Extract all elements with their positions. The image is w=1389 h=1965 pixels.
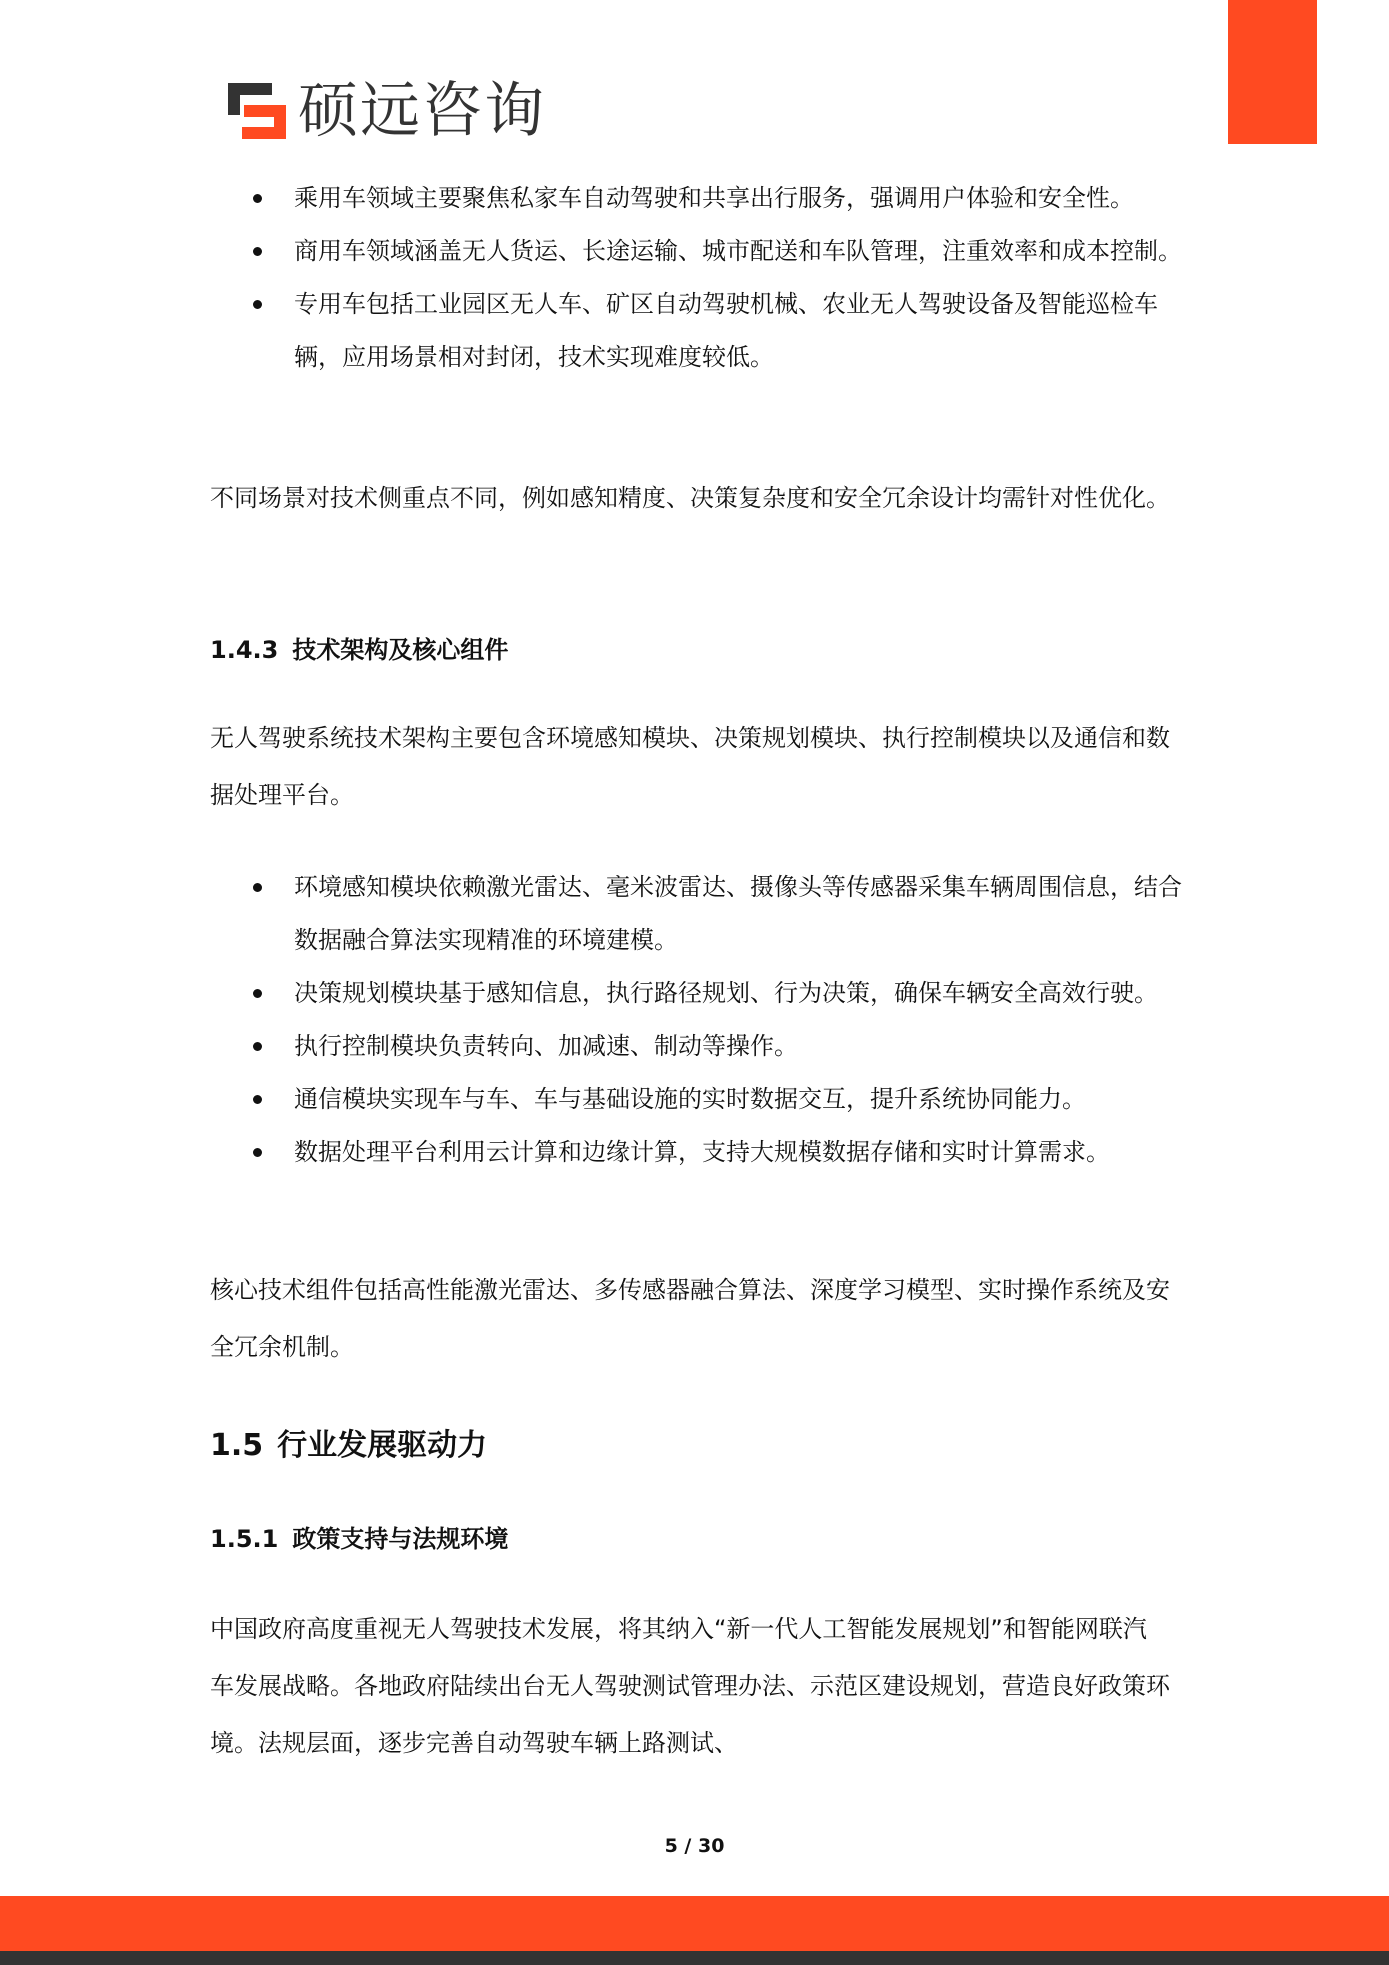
list-item: 通信模块实现车与车、车与基础设施的实时数据交互，提升系统协同能力。: [210, 1073, 1190, 1126]
list-item: 执行控制模块负责转向、加减速、制动等操作。: [210, 1020, 1190, 1073]
list-item: 乘用车领域主要聚焦私家车自动驾驶和共享出行服务，强调用户体验和安全性。: [210, 172, 1190, 225]
module-list: [210, 861, 1190, 1179]
section-heading-1-5: [210, 1424, 487, 1468]
logo-text: 硕远咨询: [298, 76, 546, 146]
section-heading-1-5-1: [210, 1519, 508, 1559]
logo-mark-icon: [226, 81, 288, 141]
section-number: 1.5.1: [210, 1525, 279, 1553]
bullet-icon: [253, 1148, 262, 1157]
paragraph-scenarios: 不同场景对技术侧重点不同，例如感知精度、决策复杂度和安全冗余设计均需针对性优化。: [210, 484, 1170, 512]
bullet-icon: [253, 300, 262, 309]
list-item: 环境感知模块依赖激光雷达、毫米波雷达、摄像头等传感器采集车辆周围信息，结合数据融合算法实现精准的环境建模。: [210, 861, 1190, 967]
list-item: 商用车领域涵盖无人货运、长途运输、城市配送和车队管理，注重效率和成本控制。: [210, 225, 1190, 278]
page-number: 5 / 30: [664, 1835, 725, 1857]
paragraph-core-components: 核心技术组件包括高性能激光雷达、多传感器融合算法、深度学习模型、实时操作系统及安全冗余机制。: [210, 1276, 1170, 1361]
brand-logo: [226, 78, 546, 144]
footer-accent-bar: [0, 1896, 1389, 1951]
bullet-icon: [253, 1042, 262, 1051]
paragraph-architecture: 无人驾驶系统技术架构主要包含环境感知模块、决策规划模块、执行控制模块以及通信和数据处理平台。: [210, 724, 1170, 809]
section-title: 技术架构及核心组件: [292, 636, 509, 664]
corner-accent-tab: [1228, 0, 1317, 144]
vehicle-type-list: [210, 172, 1190, 384]
paragraph-policy: 中国政府高度重视无人驾驶技术发展，将其纳入“新一代人工智能发展规划”和智能网联汽车发展战略。各地政府陆续出台无人驾驶测试管理办法、示范区建设规划，营造良好政策环境。法规层面，逐步完善自动驾驶车辆上路测试、: [210, 1615, 1170, 1757]
section-number: 1.4.3: [210, 636, 279, 664]
footer-dark-bar: [0, 1951, 1389, 1965]
section-title: 行业发展驱动力: [277, 1428, 488, 1463]
bullet-icon: [253, 989, 262, 998]
bullet-icon: [253, 194, 262, 203]
section-number: 1.5: [210, 1428, 264, 1463]
bullet-icon: [253, 247, 262, 256]
bullet-icon: [253, 1095, 262, 1104]
list-item: 数据处理平台利用云计算和边缘计算，支持大规模数据存储和实时计算需求。: [210, 1126, 1190, 1179]
bullet-icon: [253, 883, 262, 892]
section-title: 政策支持与法规环境: [292, 1525, 509, 1553]
section-heading-1-4-3: [210, 630, 508, 670]
list-item: 决策规划模块基于感知信息，执行路径规划、行为决策，确保车辆安全高效行驶。: [210, 967, 1190, 1020]
list-item: 专用车包括工业园区无人车、矿区自动驾驶机械、农业无人驾驶设备及智能巡检车辆，应用场景相对封闭，技术实现难度较低。: [210, 278, 1190, 384]
